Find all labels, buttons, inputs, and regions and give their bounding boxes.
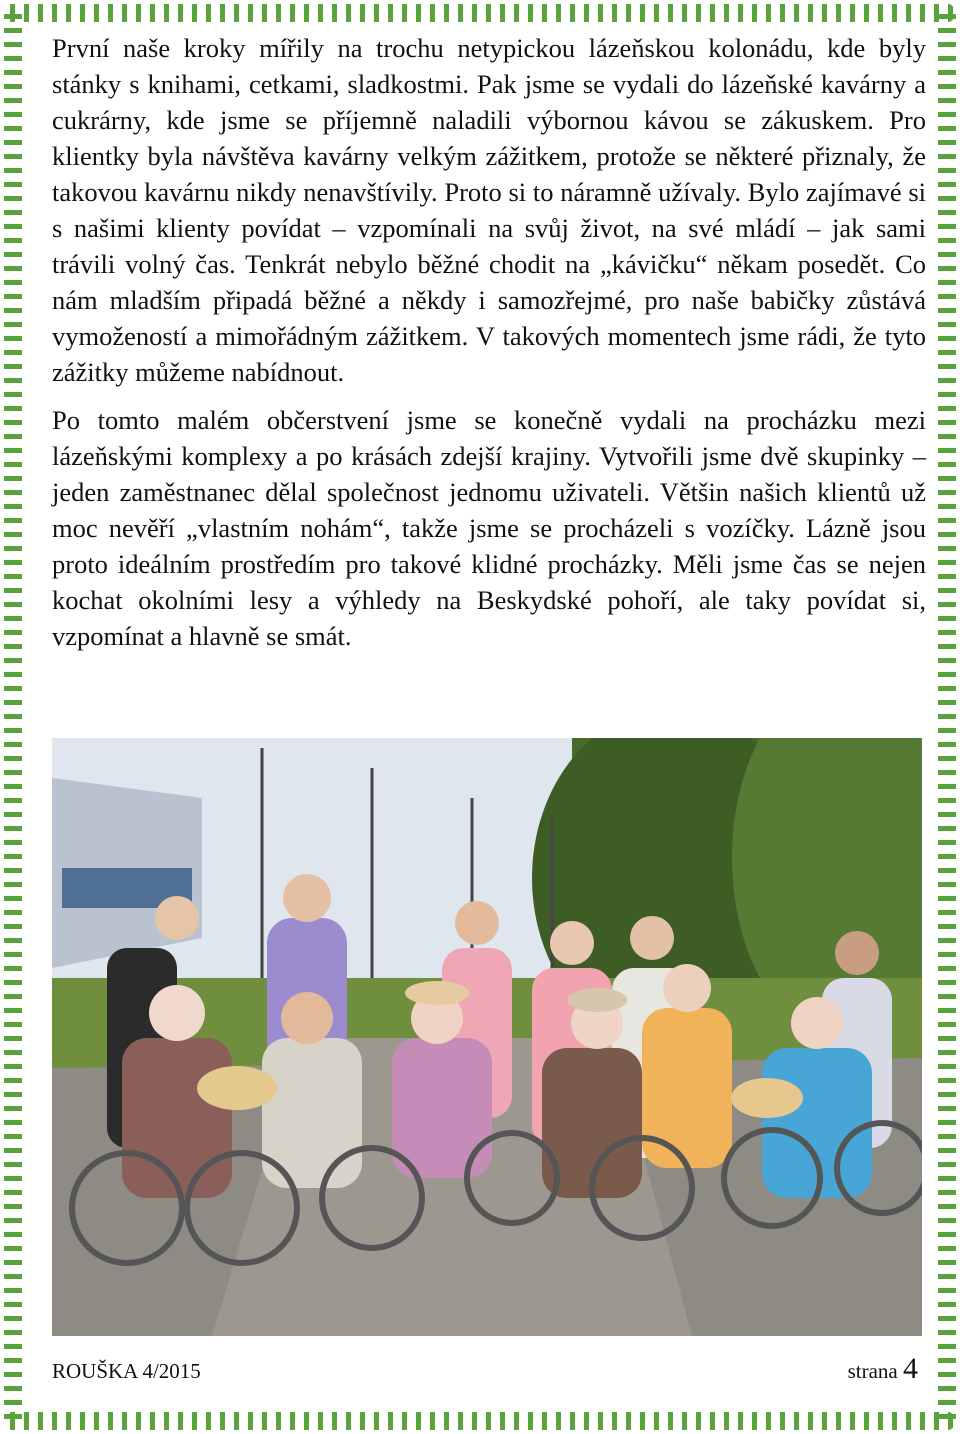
article-paragraph: První naše kroky mířily na trochu netypickou lázeňskou kolonádu, kde byly stánky s knihami, cetkami, sladkostmi. Pak jsme se vydali do lázeňské kavárny a cukrárny, kde jsme se příjemně naladili výbornou kávou se zákuskem. Pro klientky byla návštěva kavárny velkým zážitkem, protože se některé přiznaly, že takovou kavárnu nikdy nenavštívily. Proto si to náramně užívaly. Bylo zajímavé si s našimi klienty povídat – vzpomínali na svůj život, na své mládí – jak sami trávili volný čas. Tenkrát nebylo běžné chodit na „kávičku“ někam posedět. Co nám mladším připadá běžné a někdy i samozřejmé, pro naše babičky zůstává vymožeností a mimořádným zážitkem. V takových momentech jsme rádi, že tyto zážitky můžeme nabídnout. xyxy=(52,33,926,387)
decorative-border-top xyxy=(6,4,954,22)
page-footer xyxy=(52,1352,918,1386)
page-label: strana xyxy=(847,1359,898,1383)
decorative-border-left xyxy=(4,10,22,1424)
page-number: 4 xyxy=(903,1352,918,1385)
publication-label: ROUŠKA 4/2015 xyxy=(52,1359,201,1383)
decorative-border-bottom xyxy=(6,1412,954,1430)
article-body xyxy=(52,30,926,654)
group-photo-illustration xyxy=(52,738,922,1336)
group-photo xyxy=(52,738,922,1336)
page-indicator xyxy=(848,1352,918,1386)
decorative-border-right xyxy=(938,10,956,1424)
article-paragraph: Po tomto malém občerstvení jsme se konečně vydali na procházku mezi lázeňskými komplexy a po krásách zdejší krajiny. Vytvořili jsme dvě skupinky – jeden zaměstnanec dělal společnost jednomu uživateli. Většin našich klientů už moc nevěří „vlastním nohám“, takže jsme se procházeli s vozíčky. Lázně jsou proto ideálním prostředím pro takové klidné procházky. Měli jsme čas se nejen kochat okolními lesy a výhledy na Beskydské pohoří, ale taky povídat si, vzpomínat a hlavně se smát. xyxy=(52,405,926,651)
